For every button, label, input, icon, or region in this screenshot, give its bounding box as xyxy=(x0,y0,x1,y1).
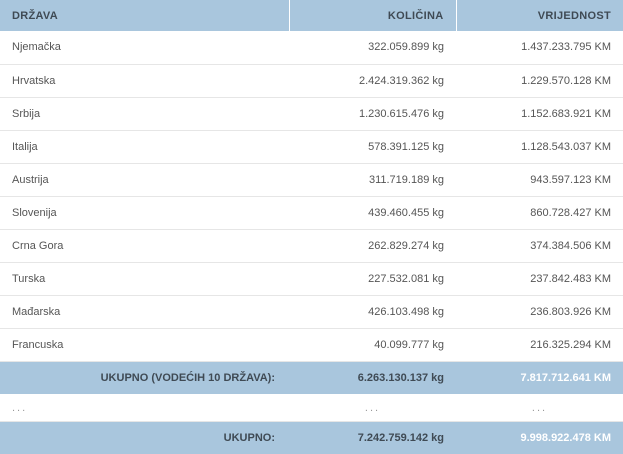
cell-value: 1.437.233.795 KM xyxy=(456,31,623,64)
cell-value: 374.384.506 KM xyxy=(456,229,623,262)
cell-quantity: 262.829.274 kg xyxy=(289,229,456,262)
cell-quantity: 1.230.615.476 kg xyxy=(289,97,456,130)
cell-country: Srbija xyxy=(0,97,289,130)
total-quantity: 7.242.759.142 kg xyxy=(289,421,456,454)
ellipsis-quantity: ... xyxy=(289,394,456,421)
table-row xyxy=(0,163,623,196)
table-row xyxy=(0,31,623,64)
total-row xyxy=(0,421,623,454)
table-body xyxy=(0,31,623,454)
subtotal-quantity: 6.263.130.137 kg xyxy=(289,361,456,394)
table-row xyxy=(0,229,623,262)
cell-quantity: 40.099.777 kg xyxy=(289,328,456,361)
cell-quantity: 426.103.498 kg xyxy=(289,295,456,328)
cell-country: Slovenija xyxy=(0,196,289,229)
cell-value: 943.597.123 KM xyxy=(456,163,623,196)
table-row xyxy=(0,97,623,130)
cell-country: Crna Gora xyxy=(0,229,289,262)
column-header-value[interactable]: VRIJEDNOST xyxy=(456,0,623,31)
cell-country: Hrvatska xyxy=(0,64,289,97)
cell-country: Turska xyxy=(0,262,289,295)
cell-country: Italija xyxy=(0,130,289,163)
cell-quantity: 311.719.189 kg xyxy=(289,163,456,196)
cell-country: Austrija xyxy=(0,163,289,196)
table-row xyxy=(0,295,623,328)
cell-quantity: 439.460.455 kg xyxy=(289,196,456,229)
cell-value: 1.229.570.128 KM xyxy=(456,64,623,97)
cell-quantity: 578.391.125 kg xyxy=(289,130,456,163)
ellipsis-country: ... xyxy=(0,394,289,421)
cell-quantity: 322.059.899 kg xyxy=(289,31,456,64)
column-header-quantity[interactable]: KOLIČINA xyxy=(289,0,456,31)
column-header-country[interactable]: DRŽAVA xyxy=(0,0,289,31)
cell-value: 216.325.294 KM xyxy=(456,328,623,361)
cell-country: Mađarska xyxy=(0,295,289,328)
cell-value: 860.728.427 KM xyxy=(456,196,623,229)
table-row xyxy=(0,64,623,97)
subtotal-value: 7.817.712.641 KM xyxy=(456,361,623,394)
subtotal-row xyxy=(0,361,623,394)
cell-country: Francuska xyxy=(0,328,289,361)
table-row xyxy=(0,130,623,163)
cell-quantity: 2.424.319.362 kg xyxy=(289,64,456,97)
table-row xyxy=(0,262,623,295)
cell-value: 1.152.683.921 KM xyxy=(456,97,623,130)
table-header xyxy=(0,0,623,31)
cell-country: Njemačka xyxy=(0,31,289,64)
table-header-row xyxy=(0,0,623,31)
total-label: UKUPNO: xyxy=(0,421,289,454)
ellipsis-value: ... xyxy=(456,394,623,421)
cell-value: 1.128.543.037 KM xyxy=(456,130,623,163)
table-row xyxy=(0,196,623,229)
total-value: 9.998.922.478 KM xyxy=(456,421,623,454)
ellipsis-row xyxy=(0,394,623,421)
cell-value: 237.842.483 KM xyxy=(456,262,623,295)
table-row xyxy=(0,328,623,361)
cell-quantity: 227.532.081 kg xyxy=(289,262,456,295)
cell-value: 236.803.926 KM xyxy=(456,295,623,328)
subtotal-label: UKUPNO (VODEĆIH 10 DRŽAVA): xyxy=(0,361,289,394)
